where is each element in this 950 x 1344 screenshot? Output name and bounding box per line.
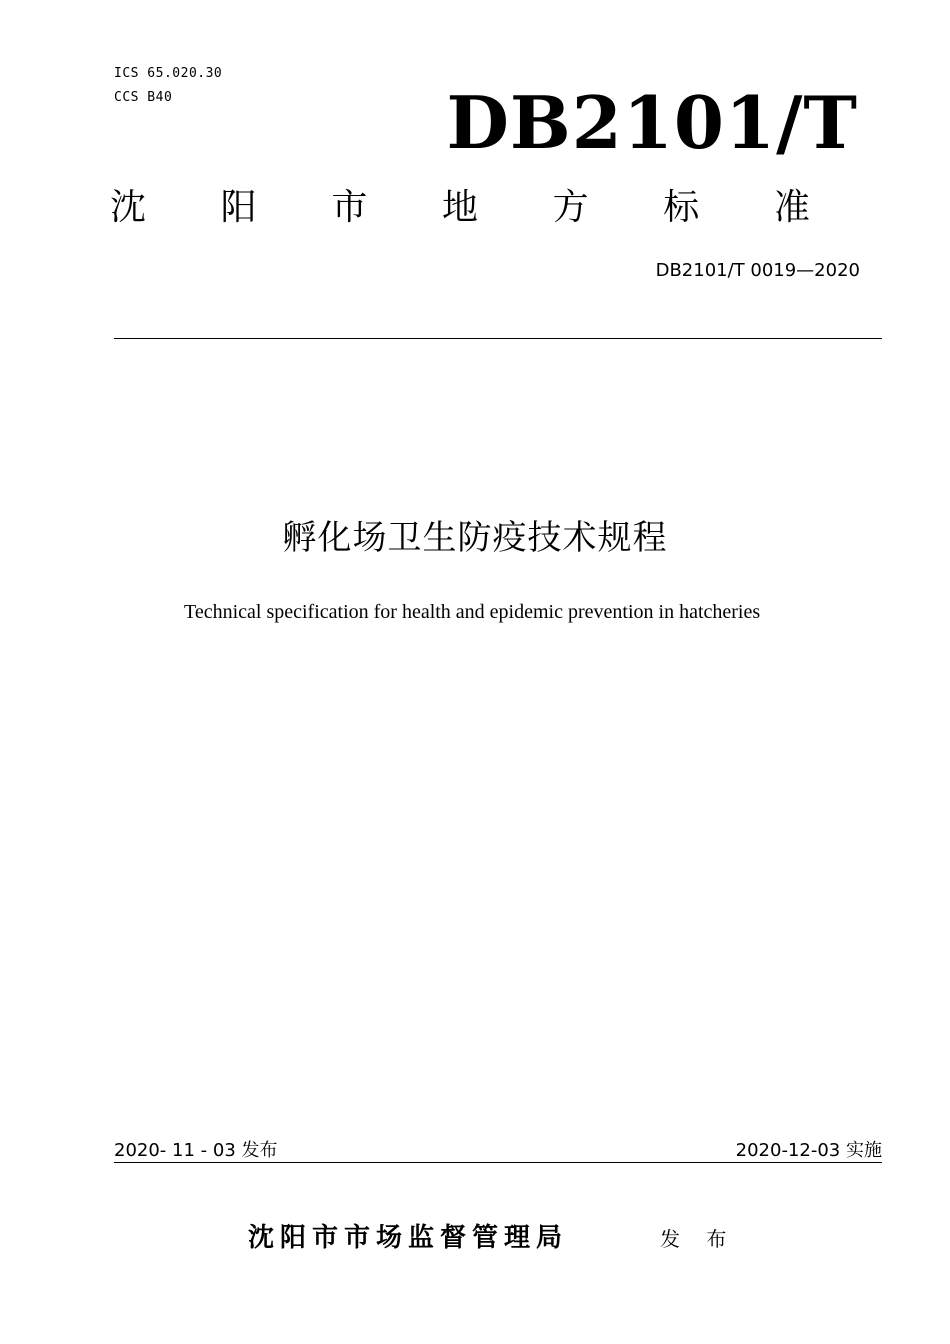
ccs-code: CCS B40 [114,90,173,105]
publisher-name: 沈阳市市场监督管理局 [248,1223,569,1253]
standard-type-char: 地 [441,187,478,228]
standard-type-char: 阳 [220,187,257,228]
ics-code: ICS 65.020.30 [114,66,223,81]
standard-number: DB2101/T 0019—2020 [655,260,860,281]
standard-type-char: 准 [773,187,810,228]
standard-type-char: 沈 [110,187,147,228]
top-divider [114,338,882,339]
publish-label: 发 布 [660,1227,737,1251]
bottom-divider [114,1162,882,1163]
document-title-english: Technical specification for health and epidemic prevention in hatcheries [184,601,761,623]
document-title-chinese-text: 孵化场卫生防疫技术规程 [282,518,668,558]
document-title-chinese [0,515,950,561]
issue-date: 2020- 11 - 03 发布 [114,1140,278,1161]
standard-code: DB2101/T [446,80,858,165]
standard-type-char: 市 [331,187,368,228]
standard-type-char: 方 [552,187,589,228]
standard-type-char: 标 [663,187,700,228]
implementation-date: 2020-12-03 实施 [735,1140,882,1161]
standard-type-title [110,186,810,230]
